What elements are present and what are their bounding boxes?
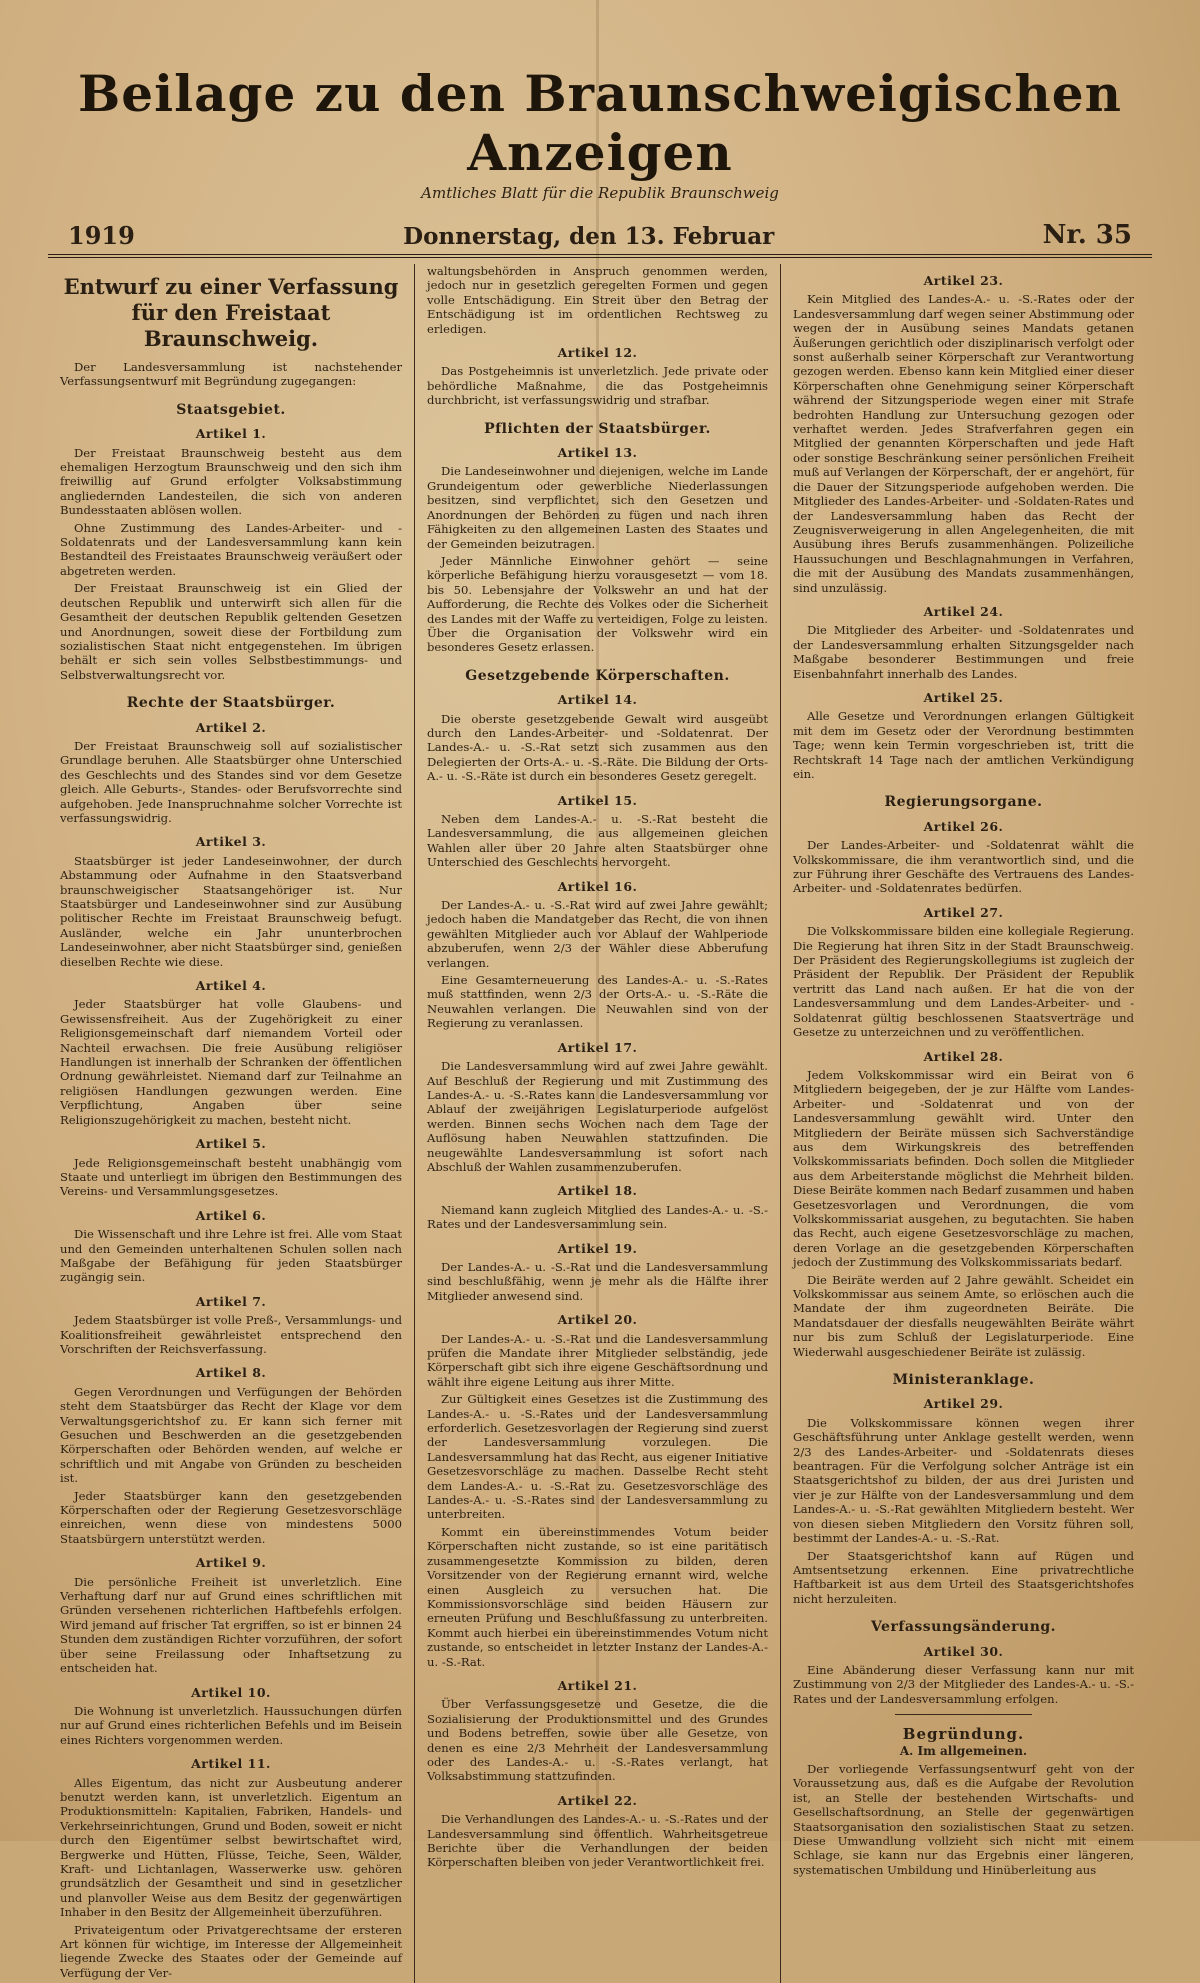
paragraph: Die Volkskommissare können wegen ihrer Geschäftsführung unter Anklage gestellt werden, wenn 2/3 des Landes-Arbeiter- und -Soldatenrats dieses beantragen. Für die Verfolgung solcher Anträge ist ein Staatsgerichtshof zu bilden, der aus drei Juristen und vier je zur Hälfte von der Landesversammlung und dem Landes-A.- u. -S.-Rat gewählten Mitgliedern besteht. Wer von diesen sieben Mitgliedern den Vorsitz führen soll, bestimmt der Landes-A.- u. -S.-Rat.: [793, 1415, 1134, 1546]
paragraph: Der Freistaat Braunschweig ist ein Glied der deutschen Republik und unterwirft sich allen für die Gesamtheit der deutschen Republik geltenden Gesetzen und Anordnungen, soweit diese der Fortbildung zum sozialistischen Staat nicht entgegenstehen. Im übrigen behält er sich sein volles Selbstbestimmungs- und Selbstverwaltungsrecht vor.: [60, 581, 402, 682]
paragraph: Gegen Verordnungen und Verfügungen der Behörden steht dem Staatsbürger das Recht der Klage vor dem Verwaltungsgerichtshof zu. Er kann sich ferner mit Gesuchen und Beschwerden an die gesetzgebenden Körperschaften oder Behörden wenden, auf welche er schriftlich und mit Angabe von Gründen zu bescheiden ist.: [60, 1384, 402, 1486]
paragraph: Der Staatsgerichtshof kann auf Rügen und Amtsentsetzung erkennen. Eine privatrechtliche Haftbarkeit ist aus dem Urteil des Staatsgerichtshofes nicht herzuleiten.: [793, 1548, 1134, 1606]
paragraph: Zur Gültigkeit eines Gesetzes ist die Zustimmung des Landes-A.- u. -S.-Rates und der Landesversammlung erforderlich. Gesetzesvorlagen der Regierung sind zuerst der Landesversammlung vorzulegen. Die Landesversammlung hat das Recht, aus eigener Initiative Gesetzesvorschläge zu machen. Dasselbe Recht steht dem Landes-A.- u. -S.-Rat zu. Gesetzesvorschläge des Landes-A.- u. -S.-Rates sind der Landesversammlung zu unterbreiten.: [427, 1392, 768, 1522]
section-heading: Staatsgebiet.: [176, 401, 286, 418]
paragraph: Kein Mitglied des Landes-A.- u. -S.-Rates oder der Landesversammlung darf wegen seiner Abstimmung oder wegen der in Ausübung seines Mandats getanen Äußerungen gerichtlich oder disziplinarisch verfolgt oder sonst außerhalb seiner Körperschaft zur Verantwortung gezogen werden. Ebenso kann kein Mitglied einer dieser Körperschaften ohne Genehmigung seiner Körperschaft während der Sitzungsperiode wegen einer mit Strafe bedrohten Handlung zur Untersuchung gezogen oder verhaftet werden. Jedes Strafverfahren gegen ein Mitglied der genannten Körperschaften und jede Haft oder sonstige Beschränkung seiner persönlichen Freiheit muß auf Verlangen der Körperschaft, der er angehört, für die Dauer der Sitzungsperiode aufgehoben werden. Die Mitglieder des Landes-Arbeiter- und -Soldaten-Rates und der Landesversammlung haben das Recht der Zeugnisverweigerung in allen Angelegenheiten, die mit Ausübung ihres Berufs zusammenhängen. Polizeiliche Haussuchungen und Beschlagnahmungen in Verfahren, die mit der Ausübung des Mandats zusammenhängen, sind unzulässig.: [793, 292, 1134, 595]
paragraph: Jeder Männliche Einwohner gehört — seine körperliche Befähigung hierzu vorausgesetzt — vom 18. bis 50. Lebensjahre der Volkswehr an und hat der Aufforderung, die Rechte des Volkes oder die Sicherheit des Landes mit der Waffe zu verteidigen, Folge zu leisten. Über die Organisation der Volkswehr wird ein besonderes Gesetz erlassen.: [427, 553, 768, 655]
paragraph: Jeder Staatsbürger kann den gesetzgebenden Körperschaften oder der Regierung Gesetzesvorschläge einreichen, wenn diese von mindestens 5000 Staatsbürgern unterstützt werden.: [60, 1488, 402, 1546]
columns: [48, 264, 1152, 1983]
paragraph: Der vorliegende Verfassungsentwurf geht von der Voraussetzung aus, daß es die Aufgabe der Revolution ist, an Stelle der bestehenden Wirtschafts- und Gesellschaftsordnung, an Stelle der gegenwärtigen Staatsorganisation den sozialistischen Staat zu setzen. Diese Umwandlung vollzieht sich nicht mit einem Schlage, sie kann nur das Ergebnis einer längeren, systematischen Umbildung und Hinüberleitung aus: [793, 1761, 1134, 1877]
article-title: Entwurf zu einer Verfassung für den Freistaat Braunschweig.: [63, 274, 399, 351]
article-heading: Artikel 3.: [195, 834, 267, 850]
divider: [895, 1714, 1031, 1715]
article-heading: Artikel 22.: [557, 1792, 638, 1808]
article-heading: Artikel 17.: [557, 1039, 638, 1055]
section-heading: Gesetzgebende Körperschaften.: [465, 667, 730, 684]
article-heading: Artikel 9.: [195, 1555, 267, 1571]
article-heading: Artikel 21.: [557, 1677, 638, 1693]
article-heading: Artikel 10.: [191, 1684, 271, 1700]
section-heading: Regierungsorgane.: [884, 794, 1043, 811]
paragraph: Die Landeseinwohner und diejenigen, welche im Lande Grundeigentum oder gewerbliche Niederlassungen besitzen, sind verpflichtet, sich den Gesetzen und Anordnungen der Behörden zu fügen und nach ihren Fähigkeiten zu den allgemeinen Lasten des Staates und der Gemeinden beizutragen.: [427, 464, 768, 551]
masthead: [48, 64, 1152, 202]
article-heading: Artikel 4.: [195, 978, 267, 994]
section-heading: Verfassungsänderung.: [870, 1619, 1057, 1636]
paragraph: Die persönliche Freiheit ist unverletzlich. Eine Verhaftung darf nur auf Grund eines schriftlichen mit Gründen versehenen richterlichen Haftbefehls erfolgen. Wird jemand auf frischer Tat ergriffen, so ist er binnen 24 Stunden dem zuständigen Richter vorzuführen, der sofort über seine Freilassung oder Inhaftsetzung zu entscheiden hat.: [60, 1574, 402, 1676]
paragraph: Die oberste gesetzgebende Gewalt wird ausgeübt durch den Landes-Arbeiter- und -Soldatenrat. Der Landes-A.- u. -S.-Rat setzt sich zusammen aus den Delegierten der Orts-A.- u. -S.-Räte. Die Bildung der Orts-A.- u. -S.-Räte ist durch ein besonderes Gesetz geregelt.: [427, 711, 768, 784]
paragraph: Der Landes-A.- u. -S.-Rat und die Landesversammlung sind beschlußfähig, wenn je mehr als die Hälfte ihrer Mitglieder anwesend sind.: [427, 1259, 768, 1303]
section-heading: Rechte der Staatsbürger.: [126, 695, 336, 712]
column-1: [48, 264, 414, 1983]
article-heading: Artikel 18.: [557, 1183, 638, 1199]
article-heading: Artikel 20.: [557, 1312, 638, 1328]
article-heading: Artikel 5.: [195, 1136, 267, 1152]
paragraph: Über Verfassungsgesetze und Gesetze, die die Sozialisierung der Produktionsmittel und des Grundes und Bodens betreffen, sowie über alle Gesetze, von denen es eine 2/3 Mehrheit der Landesversammlung oder des Landes-A.- u. -S.-Rates verlangt, hat Volksabstimmung stattzufinden.: [427, 1697, 768, 1784]
article-heading: Artikel 15.: [557, 792, 638, 808]
subsection-heading: A. Im allgemeinen.: [899, 1743, 1028, 1758]
paragraph: Die Volkskommissare bilden eine kollegiale Regierung. Die Regierung hat ihren Sitz in der Stadt Braunschweig. Der Präsident des Regierungskollegiums ist zugleich der Präsident der Republik. Der Präsident der Republik vertritt das Land nach außen. Er hat die von der Landesversammlung und dem Landes-Arbeiter- und -Soldatenrat gültig beschlossenen Staatsverträge und Gesetze zu unterzeichnen und zu veröffentlichen.: [793, 924, 1134, 1040]
article-heading: Artikel 25.: [923, 689, 1004, 705]
paragraph: Das Postgeheimnis ist unverletzlich. Jede private oder behördliche Maßnahme, die das Postgeheimnis durchbricht, ist verfassungswidrig und strafbar.: [427, 364, 768, 408]
paragraph: Die Verhandlungen des Landes-A.- u. -S.-Rates und der Landesversammlung sind öffentlich. Wahrheitsgetreue Berichte über die Verhandlungen der beiden Körperschaften bleiben von jeder Verantwortlichkeit frei.: [427, 1812, 768, 1870]
paragraph: Die Beiräte werden auf 2 Jahre gewählt. Scheidet ein Volkskommissar aus seinem Amte, so erlöschen auch die Mandate der ihm zugeordneten Beiräte. Die Mandatsdauer der diesfalls neugewählten Beiräte währt nur bis zum Schluß der Legislaturperiode. Eine Wiederwahl ausgeschiedener Beiräte ist zulässig.: [793, 1272, 1134, 1359]
article-intro: Der Landesversammlung ist nachstehender Verfassungsentwurf mit Begründung zugegangen:: [60, 360, 402, 389]
paragraph: Alles Eigentum, das nicht zur Ausbeutung anderer benutzt werden kann, ist unverletzlich. Eigentum an Produktionsmitteln: Kapitalien, Fabriken, Handels- und Verkehrseinrichtungen, Grund und Boden, soweit er nicht durch den Eigentümer selbst bewirtschaftet wird, Bergwerke und Hütten, Flüsse, Teiche, Seen, Wälder, Kraft- und Lichtanlagen, Wasserwerke usw. gehören grundsätzlich der Gesamtheit und sind in gesetzlicher und planvoller Weise aus dem Besitz der gegenwärtigen Inhaber in den Besitz der Allgemeinheit überzuführen.: [60, 1775, 402, 1920]
paragraph: Der Freistaat Braunschweig soll auf sozialistischer Grundlage beruhen. Alle Staatsbürger ohne Unterschied des Geschlechts und des Standes sind vor dem Gesetze gleich. Alle Geburts-, Standes- oder Berufsvorrechte sind aufgehoben. Jede Inanspruchnahme solcher Vorrechte ist verfassungswidrig.: [60, 738, 402, 825]
paragraph: Die Mitglieder des Arbeiter- und -Soldatenrates und der Landesversammlung erhalten Sitzungsgelder nach Maßgabe besonderer Bestimmungen und freie Eisenbahnfahrt innerhalb des Landes.: [793, 623, 1134, 681]
article-heading: Artikel 28.: [923, 1048, 1004, 1064]
paragraph: Privateigentum oder Privatgerechtsame der ersteren Art können für wichtige, im Interesse der Allgemeinheit liegende Zwecke des Staates oder der Gemeinde auf Verfügung der Ver-: [60, 1922, 402, 1980]
paragraph: Niemand kann zugleich Mitglied des Landes-A.- u. -S.-Rates und der Landesversammlung sein.: [427, 1202, 768, 1232]
article-heading: Artikel 24.: [923, 603, 1004, 619]
article-heading: Artikel 6.: [195, 1207, 267, 1223]
section-heading: Ministeranklage.: [892, 1372, 1035, 1389]
article-heading: Artikel 14.: [557, 692, 638, 708]
article-heading: Artikel 12.: [557, 345, 638, 361]
paragraph: Jede Religionsgemeinschaft besteht unabhängig vom Staate und unterliegt im übrigen den Bestimmungen des Vereins- und Versammlungsgesetzes.: [60, 1155, 402, 1199]
article-heading: Artikel 26.: [923, 818, 1004, 834]
paragraph: Der Landes-A.- u. -S.-Rat wird auf zwei Jahre gewählt; jedoch haben die Mandatgeber das Recht, die von ihnen gewählten Mitglieder auch vor Ablauf der Wahlperiode abzuberufen, wenn 2/3 der Wähler diese Abberufung verlangen.: [427, 898, 768, 970]
paragraph: Kommt ein übereinstimmendes Votum beider Körperschaften nicht zustande, so ist eine paritätisch zusammengesetzte Kommission zu bilden, deren Vorsitzender von der Regierung ernannt wird, welche einen Ausgleich zu versuchen hat. Die Kommissionsvorschläge sind beiden Häusern zur erneuten Prüfung und Beschlußfassung zu unterbreiten. Kommt auch hierbei ein übereinstimmendes Votum nicht zustande, so entscheidet in letzter Instanz der Landes-A.- u. -S.-Rat.: [427, 1524, 768, 1669]
section-heading: Begründung.: [902, 1725, 1025, 1744]
article-heading: Artikel 29.: [923, 1396, 1004, 1412]
article-heading: Artikel 2.: [195, 719, 267, 735]
paragraph: Alle Gesetze und Verordnungen erlangen Gültigkeit mit dem im Gesetz oder der Verordnung bestimmten Tage; wenn kein Termin vorgeschrieben ist, tritt die Rechtskraft 14 Tage nach der amtlichen Verkündigung ein.: [793, 709, 1134, 781]
newspaper-subtitle: Amtliches Blatt für die Republik Braunschweig: [421, 184, 779, 202]
paragraph: waltungsbehörden in Anspruch genommen werden, jedoch nur in gesetzlich geregelten Formen und gegen volle Entschädigung. Ein Streit über den Betrag der Entschädigung ist im ordentlichen Rechtsweg zu erledigen.: [427, 264, 768, 336]
issue-date: Donnerstag, den 13. Februar: [403, 223, 775, 250]
section-heading: Pflichten der Staatsbürger.: [484, 420, 711, 437]
article-heading: Artikel 23.: [923, 273, 1004, 288]
article-heading: Artikel 1.: [195, 426, 267, 442]
article-heading: Artikel 8.: [195, 1365, 267, 1381]
paragraph: Jeder Staatsbürger hat volle Glaubens- und Gewissensfreiheit. Aus der Zugehörigkeit zu einer Religionsgemeinschaft darf niemandem Vorteil oder Nachteil erwachsen. Die freie Ausübung religiöser Handlungen ist innerhalb der Schranken der öffentlichen Ordnung gewährleistet. Niemand darf zur Teilnahme an religiösen Handlungen gezwungen werden. Eine Verpflichtung, Angaben über seine Religionszugehörigkeit zu machen, besteht nicht.: [60, 997, 402, 1127]
paragraph: Neben dem Landes-A.- u. -S.-Rat besteht die Landesversammlung, die aus allgemeinen gleichen Wahlen aller über 20 Jahre alten Staatsbürger ohne Unterschied des Geschlechts hervorgeht.: [427, 812, 768, 870]
page-fold: [596, 0, 599, 1841]
paragraph: Der Freistaat Braunschweig besteht aus dem ehemaligen Herzogtum Braunschweig und den sich ihm freiwillig auf Grund erfolgter Volksabstimmung angliedernden Landesteilen, die sich von anderen Bundesstaaten ablösen wollen.: [60, 445, 402, 518]
issue-number: Nr. 35: [1042, 220, 1132, 250]
article-heading: Artikel 27.: [923, 904, 1004, 920]
paragraph: Die Wissenschaft und ihre Lehre ist frei. Alle vom Staat und den Gemeinden unterhaltenen Schulen sollen nach Maßgabe der Befähigung für jeden Staatsbürger zugängig sein.: [60, 1227, 402, 1285]
paragraph: Der Landes-A.- u. -S.-Rat und die Landesversammlung prüfen die Mandate ihrer Mitglieder selbständig, jede Körperschaft gibt sich ihre eigene Geschäftsordnung und wählt ihre eigene Leitung aus ihrer Mitte.: [427, 1331, 768, 1389]
dateline: [48, 220, 1152, 258]
article-heading: Artikel 13.: [557, 445, 638, 461]
article-heading: Artikel 19.: [557, 1240, 638, 1256]
article-heading: Artikel 7.: [195, 1293, 267, 1309]
paragraph: Jedem Staatsbürger ist volle Preß-, Versammlungs- und Koalitionsfreiheit gewährleistet entsprechend den Vorschriften der Reichsverfassung.: [60, 1313, 402, 1356]
paragraph: Eine Gesamterneuerung des Landes-A.- u. -S.-Rates muß stattfinden, wenn 2/3 der Orts-A.- u. -S.-Räte die Neuwahlen verlangen. Die Neuwahlen sind von der Regierung zu veranlassen.: [427, 973, 768, 1031]
paragraph: Der Landes-Arbeiter- und -Soldatenrat wählt die Volkskommissare, die ihm verantwortlich sind, und die zur Führung ihrer Geschäfte des Vertrauens des Landes-Arbeiter- und -Soldatenrates bedürfen.: [793, 838, 1134, 896]
article-heading: Artikel 11.: [191, 1756, 271, 1772]
column-3: [780, 264, 1146, 1983]
paragraph: Ohne Zustimmung des Landes-Arbeiter- und -Soldatenrats und der Landesversammlung kann kein Bestandteil des Freistaates Braunschweig veräußert oder abgetreten werden.: [60, 520, 402, 578]
paragraph: Eine Abänderung dieser Verfassung kann nur mit Zustimmung von 2/3 der Mitglieder des Landes-A.- u. -S.-Rates und der Landesversammlung erfolgen.: [793, 1662, 1134, 1706]
issue-year: 1919: [68, 221, 135, 250]
article-heading: Artikel 16.: [557, 878, 638, 894]
paragraph: Die Landesversammlung wird auf zwei Jahre gewählt. Auf Beschluß der Regierung und mit Zustimmung des Landes-A.- u. -S.-Rates kann die Landesversammlung vor Ablauf der zweijährigen Legislaturperiode aufgelöst werden. Binnen sechs Wochen nach dem Tage der Auflösung haben Neuwahlen stattzufinden. Die neugewählte Landesversammlung ist sofort nach Abschluß der Wahlen zusammenzuberufen.: [427, 1059, 768, 1174]
paragraph: Jedem Volkskommissar wird ein Beirat von 6 Mitgliedern beigegeben, der je zur Hälfte vom Landes-Arbeiter- und -Soldatenrat und von der Landesversammlung gewählt wird. Unter den Mitgliedern der Beiräte müssen sich Sachverständige aus dem Wirkungskreis des betreffenden Volkskommissariats befinden. Doch sollen die Mitglieder aus dem Arbeiterstande möglichst die Mehrheit bilden. Diese Beiräte kommen nach Bedarf zusammen und haben Gesetzesvorlagen und Verordnungen, die vom Volkskommissariat ausgehen, zu begutachten. Sie haben das Recht, auch eigene Gesetzesvorschläge zu machen, deren Vorlage an die gesetzgebenden Körperschaften jedoch der Zustimmung des Volkskommissariats bedarf.: [793, 1067, 1134, 1270]
paragraph: Staatsbürger ist jeder Landeseinwohner, der durch Abstammung oder Aufnahme in den Staatsverband braunschweigischer Staatsangehöriger ist. Nur Staatsbürger und Landeseinwohner sind zur Ausübung politischer Rechte im Freistaat Braunschweig befugt. Ausländer, welche ein Jahr ununterbrochen Landeseinwohner, aber nicht Staatsbürger sind, genießen dieselben Rechte wie diese.: [60, 853, 402, 969]
paragraph: Die Wohnung ist unverletzlich. Haussuchungen dürfen nur auf Grund eines richterlichen Befehls und im Beisein eines Richters vorgenommen werden.: [60, 1703, 402, 1747]
article-heading: Artikel 30.: [923, 1643, 1004, 1659]
newspaper-title: Beilage zu den Braunschweigischen Anzeigen: [78, 64, 1122, 182]
